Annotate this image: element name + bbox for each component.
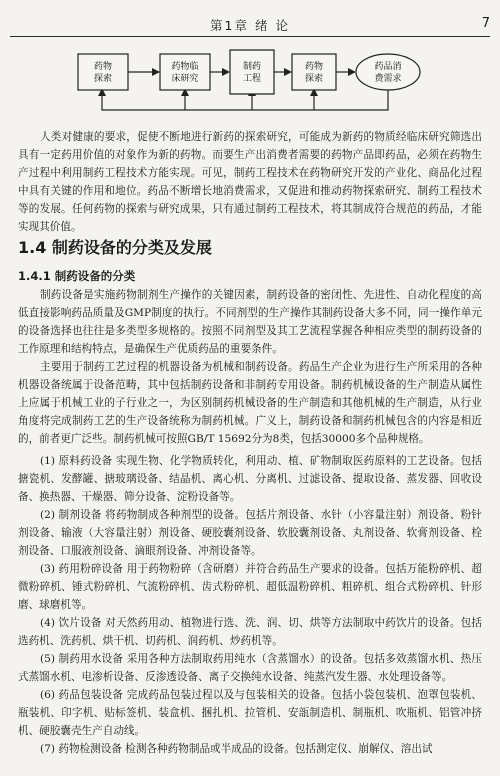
node-2-line-2: 床研究 [171, 74, 199, 84]
node-drug-consumption-demand [356, 54, 420, 90]
intro-paragraph: 人类对健康的要求，促使不断地进行新药的探索研究，可能成为新药的物质经临床研究筛选出具有一定药用价值的对象作为新的药物。而要生产出消费者需要的药物产品即药品，必须在药物生产过程中利用制药工程技术方能实现。可见，制药工程技术在药物研究开发的产业化、商品化过程中具有关键的作用和地位。药品不断增长地消费需求，又促进和推动药物探索研究、制药工程技术等的发展。任何药物的探索与研究成果，只有通过制药工程技术，将其制成符合规范的药品，才能实现其价值。 [18, 131, 482, 233]
node-pharmaceutical-engineering [230, 50, 274, 94]
node-4-line-1: 药物 [304, 62, 324, 72]
node-clinical-research [160, 54, 210, 90]
node-3-line-2: 工程 [242, 74, 262, 84]
section-body [18, 286, 482, 758]
chapter-title: 第1章 绪 论 [210, 18, 290, 33]
node-2-line-1: 药物临 [171, 62, 199, 72]
node-5-line-1: 药品消 [374, 62, 402, 72]
node-5-line-2: 费需求 [374, 74, 402, 84]
node-4-line-2: 探索 [304, 74, 324, 84]
arrowhead-4 [348, 68, 356, 76]
section-paragraph: 主要用于制药工艺过程的机器设备为机械和制药设备。药品生产企业为进行生产所采用的各种机器设备统属于设备范畴，其中包括制药设备和非制药专用设备。制药机械设备的生产制造从属性上应属于机械工业的子行业之一，为区别制药机械设备的生产制造和其他机械的生产制造，从行业角度将完成制药工艺的生产设备统称为制药机械。广义上，制药设备和制药机械包含的内容是相近的，前者更广泛些。制药机械可按照GB/T 15692分为8类，包括30000多个品种规格。 [18, 361, 482, 445]
node-drug-exploration [78, 54, 128, 90]
equipment-category-item: (4) 饮片设备 对天然药用动、植物进行选、洗、润、切、烘等方法制取中药饮片的设备。包括选药机、洗药机、烘干机、切药机、润药机、炒药机等。 [18, 617, 482, 647]
drug-development-flowchart [70, 44, 430, 122]
arrowhead-2 [222, 68, 230, 76]
node-1-line-1: 药物 [93, 62, 113, 72]
node-1-line-2: 探索 [93, 74, 113, 84]
node-3-line-1: 制药 [242, 62, 262, 72]
equipment-category-item: (1) 原料药设备 实现生物、化学物质转化，利用动、植、矿物制取医药原料的工艺设备。包括搪瓷机、发酵罐、搪玻璃设备、结晶机、离心机、分离机、过滤设备、提取设备、蒸发器、回收设备、换热器、干燥器、筛分设备、淀粉设备等。 [18, 455, 482, 503]
section-paragraph: 制药设备是实施药物制剂生产操作的关键因素，制药设备的密闭性、先进性、自动化程度的高低直接影响药品质量及GMP制度的执行。不同剂型的生产操作其制药设备大多不同，同一操作单元的设备选择也往往是多类型多规格的。按照不同剂型及其工艺流程掌握各种相应类型的制药设备的工作原理和结构特点，是确保生产优质药品的重要条件。 [18, 289, 482, 355]
arrowhead-3 [284, 68, 292, 76]
equipment-category-item: (5) 制药用水设备 采用各种方法制取药用纯水（含蒸馏水）的设备。包括多效蒸馏水机、热压式蒸馏水机、电渗析设备、反渗透设备、离子交换纯水设备、纯蒸汽发生器、水处理设备等。 [18, 653, 482, 683]
subsection-title: 1.4.1 制药设备的分类 [18, 269, 136, 283]
running-header [10, 10, 490, 37]
page-number: 7 [481, 16, 490, 31]
equipment-category-item: (2) 制剂设备 将药物制成各种剂型的设备。包括片剂设备、水针（小容量注射）剂设备、粉针剂设备、输液（大容量注射）剂设备、硬胶囊剂设备、软胶囊剂设备、丸剂设备、软膏剂设备、栓剂设备、口服液剂设备、滴眼剂设备、冲剂设备等。 [18, 509, 482, 557]
section-title: 1.4 制药设备的分类及发展 [18, 238, 212, 257]
node-drug-exploration-2 [292, 54, 336, 90]
equipment-category-item: (3) 药用粉碎设备 用于药物粉碎（含研磨）并符合药品生产要求的设备。包括万能粉碎机、超微粉碎机、锤式粉碎机、气流粉碎机、齿式粉碎机、超低温粉碎机、粗碎机、组合式粉碎机、针形磨、球磨机等。 [18, 563, 482, 611]
equipment-category-item: (6) 药品包装设备 完成药品包装过程以及与包装相关的设备。包括小袋包装机、泡罩包装机、瓶装机、印字机、贴标签机、装盒机、捆扎机、拉管机、安瓿制造机、制瓶机、吹瓶机、铝管冲挤机、硬胶囊壳生产自动线。 [18, 689, 482, 737]
arrowhead-1 [152, 68, 160, 76]
intro-block [18, 128, 482, 236]
equipment-category-item: (7) 药物检测设备 检测各种药物制品或半成品的设备。包括测定仪、崩解仪、溶出试 [40, 743, 433, 755]
